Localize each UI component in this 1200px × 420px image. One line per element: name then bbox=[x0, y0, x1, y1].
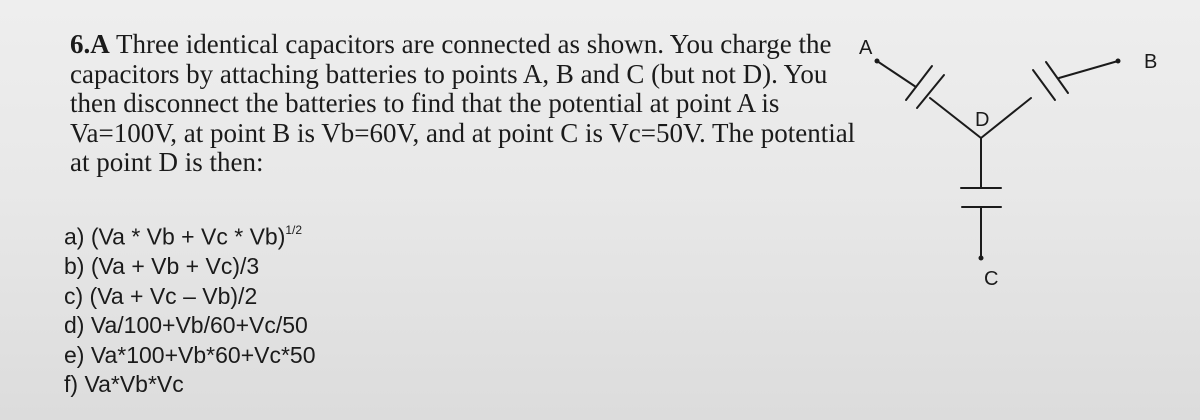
choice-a: a) $(Va * Vb + Vc * Vb)^{1/2}$ bbox=[64, 223, 303, 250]
choice-e: e) Va*100+Vb*60+Vc*50 bbox=[64, 341, 316, 368]
label-d: D bbox=[975, 109, 990, 131]
terminal-a-dot bbox=[875, 59, 880, 64]
problem-number: 6.A bbox=[70, 29, 110, 59]
choice-b: b) (Va + Vb + Vc)/3 bbox=[64, 253, 260, 280]
terminal-c-dot bbox=[979, 256, 984, 261]
choice-f: f) Va*Vb*Vc bbox=[64, 371, 184, 398]
capacitor-circuit-diagram bbox=[850, 30, 1180, 300]
capacitor-db-plate-2 bbox=[1046, 62, 1068, 93]
label-b: B bbox=[1144, 51, 1158, 73]
wire-b bbox=[1059, 61, 1118, 78]
capacitor-db-plate-1 bbox=[1033, 70, 1055, 100]
label-a: A bbox=[859, 37, 873, 59]
choice-c: c) (Va + Vc – Vb)/2 bbox=[64, 282, 258, 309]
choice-a-exponent: 1/2 bbox=[285, 223, 303, 237]
choice-d: d) Va/100+Vb/60+Vc/50 bbox=[64, 312, 308, 339]
problem-text: Three identical capacitors are connected as shown. You charge the capacitors by attaching batteries to points A, B and C (but not D). You then disconnect the batteries to find that the potential at point A is Va=100V, at point B is Vb=60V, and at point C is Vc=50V. The potential at point D is then: bbox=[70, 29, 856, 177]
answer-choices bbox=[64, 218, 316, 400]
problem-statement bbox=[70, 30, 860, 178]
wire-a bbox=[877, 61, 916, 87]
label-c: C bbox=[984, 268, 999, 290]
terminal-b-dot bbox=[1116, 59, 1121, 64]
